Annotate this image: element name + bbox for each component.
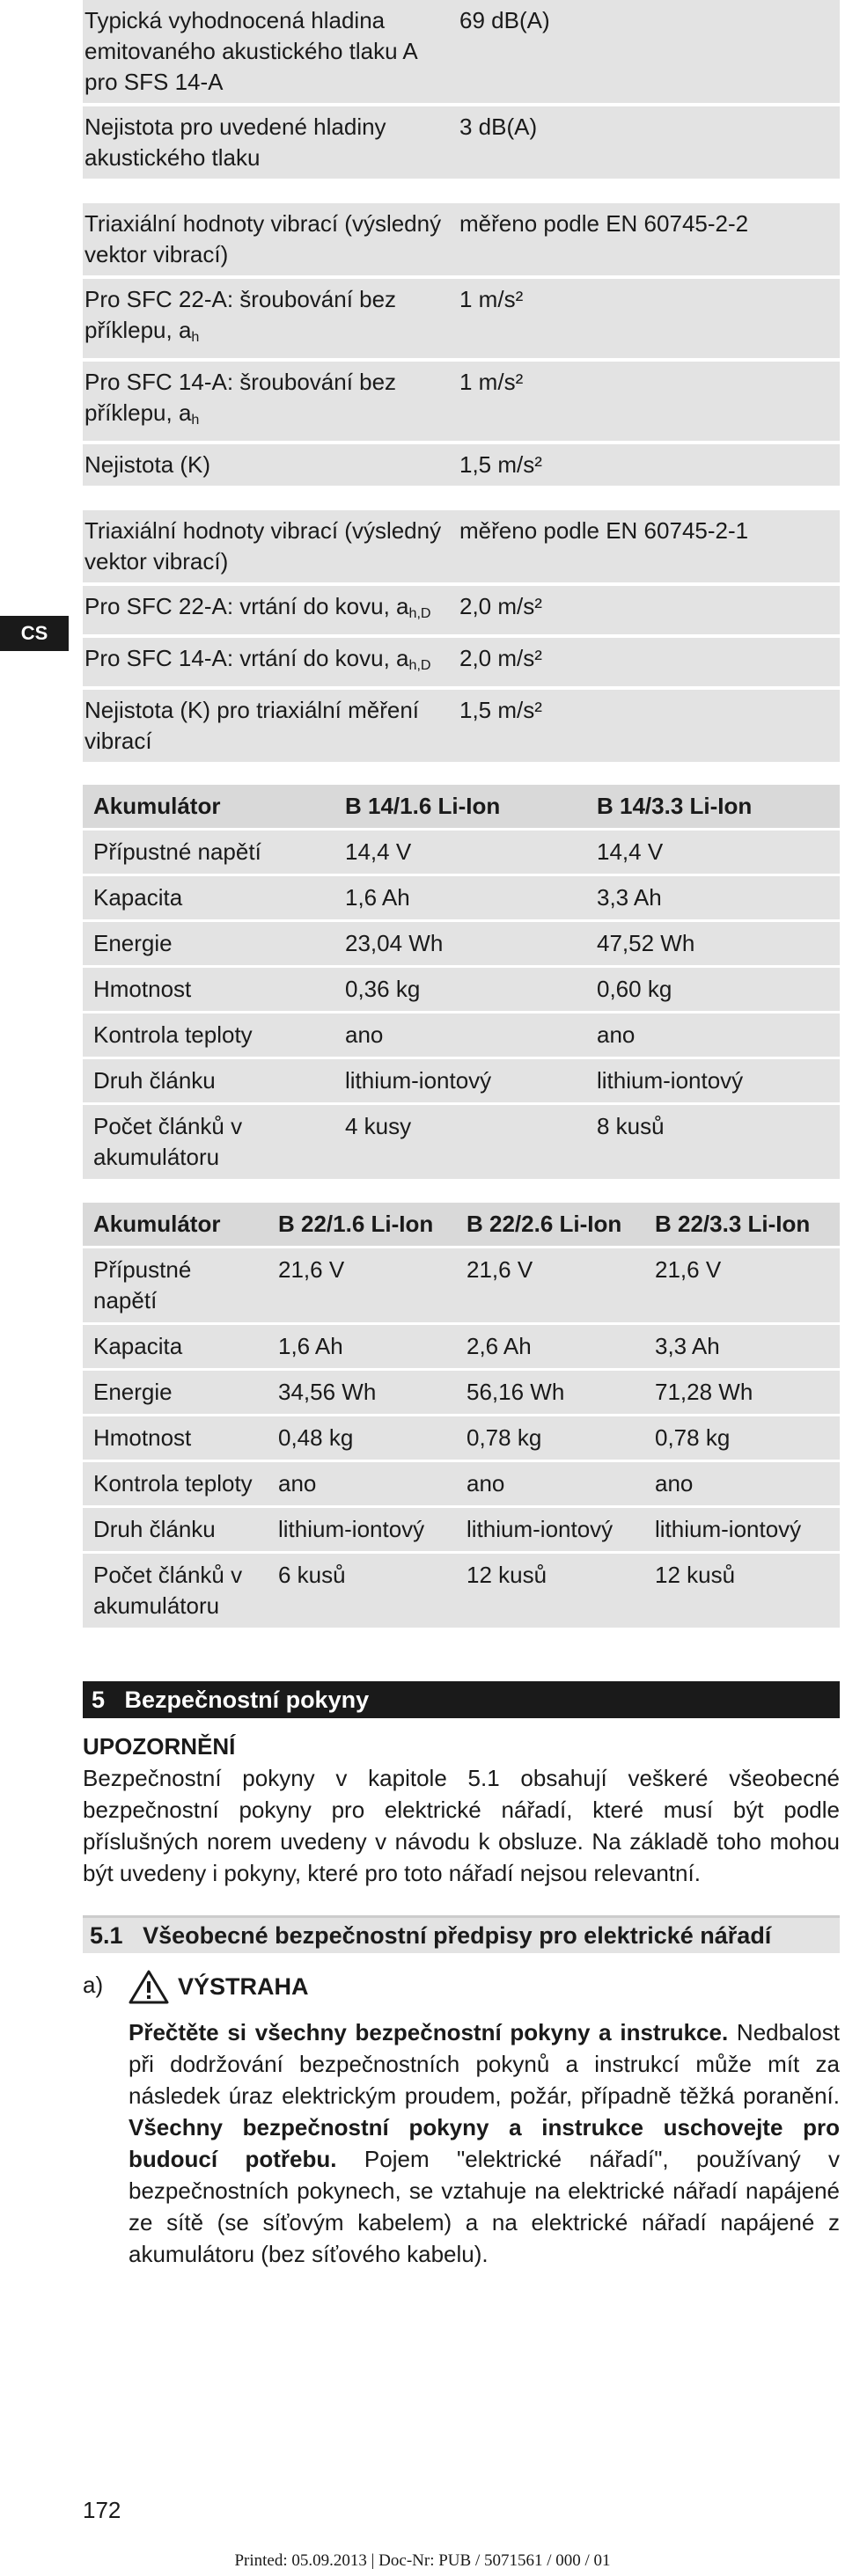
table-cell: 6 kusů (268, 1553, 456, 1629)
table-row (83, 1058, 840, 1104)
table-cell: 1,6 Ah (268, 1324, 456, 1370)
table-cell: 3,3 Ah (644, 1324, 840, 1370)
spec-row (83, 0, 840, 105)
row-label: Hmotnost (83, 967, 334, 1013)
row-label: Počet článků v akumulátoru (83, 1553, 268, 1629)
row-label: Energie (83, 1370, 268, 1416)
table-cell: ano (268, 1461, 456, 1507)
notice-block (83, 1731, 840, 1889)
section-number: 5 (92, 1687, 106, 1714)
spec-label: Pro SFC 22-A: šroubování bez příklepu, $a_h$ (83, 277, 451, 360)
warning-bold-1: Přečtěte si všechny bezpečnostní pokyny a instrukce. (129, 2019, 729, 2046)
table-cell: lithium-iontový (644, 1507, 840, 1553)
row-label: Počet článků v akumulátoru (83, 1104, 334, 1181)
table-cell: 0,78 kg (456, 1416, 644, 1461)
row-label: Energie (83, 921, 334, 967)
table-row (83, 1104, 840, 1181)
spec-table (83, 0, 840, 182)
row-label: Hmotnost (83, 1416, 268, 1461)
language-tab: CS (0, 616, 69, 651)
table-row (83, 1507, 840, 1553)
warning-body (129, 1969, 840, 2270)
table-cell: 21,6 V (456, 1248, 644, 1324)
subsection-title: Všeobecné bezpečnostní předpisy pro elektrické nářadí (143, 1922, 772, 1950)
spec-value: 2,0 m/s² (451, 636, 840, 688)
spec-value: 69 dB(A) (451, 0, 840, 105)
spec-label: Nejistota (K) (83, 443, 451, 487)
warning-title: VÝSTRAHA (178, 1972, 309, 2000)
spec-label: Triaxiální hodnoty vibrací (výsledný vektor vibrací) (83, 510, 451, 584)
table-cell: 34,56 Wh (268, 1370, 456, 1416)
battery-table-1-wrap (83, 785, 840, 1182)
spec-row (83, 584, 840, 636)
table-cell: 14,4 V (586, 830, 840, 875)
spec-label: Typická vyhodnocená hladina emitovaného akustického tlaku A pro SFS 14-A (83, 0, 451, 105)
spec-value: 2,0 m/s² (451, 584, 840, 636)
warning-text (129, 2016, 840, 2270)
warning-item (83, 1969, 840, 2270)
table-cell: ano (334, 1013, 586, 1058)
table-cell: 12 kusů (644, 1553, 840, 1629)
table-cell: 71,28 Wh (644, 1370, 840, 1416)
table-cell: 21,6 V (644, 1248, 840, 1324)
spec-label: Triaxiální hodnoty vibrací (výsledný vektor vibrací) (83, 203, 451, 277)
table-row (83, 967, 840, 1013)
spec-tables (83, 0, 840, 765)
table-row (83, 1416, 840, 1461)
table-row (83, 1553, 840, 1629)
table-cell: 2,6 Ah (456, 1324, 644, 1370)
table-cell: 23,04 Wh (334, 921, 586, 967)
table-cell: lithium-iontový (268, 1507, 456, 1553)
subsection-number: 5.1 (90, 1922, 123, 1950)
spec-row (83, 105, 840, 180)
notice-text: Bezpečnostní pokyny v kapitole 5.1 obsahují veškeré všeobecné bezpečnostní pokyny pro elektrické nářadí, které musí být podle příslušných norem uvedeny v návodu k obsluze. Na základě toho mohou být uvedeny i pokyny, které pro toto nářadí nejsou relevantní. (83, 1765, 840, 1887)
column-header: Akumulátor (83, 1203, 268, 1248)
spec-label: Pro SFC 14-A: vrtání do kovu, $a_{h,D}$ (83, 636, 451, 688)
column-header: B 22/3.3 Li-Ion (644, 1203, 840, 1248)
table-cell: 3,3 Ah (586, 875, 840, 921)
warning-text-1: Nedbalost při dodržování bezpečnostních pokynů a instrukcí může mít za následek úraz elektrickým proudem, požár, případně těžká poranění. (129, 2019, 840, 2110)
row-label: Kontrola teploty (83, 1013, 334, 1058)
table-cell: 1,6 Ah (334, 875, 586, 921)
spec-row (83, 360, 840, 443)
column-header: Akumulátor (83, 785, 334, 830)
spec-label: Nejistota pro uvedené hladiny akustického tlaku (83, 105, 451, 180)
printed-footer: Printed: 05.09.2013 | Doc-Nr: PUB / 5071561 / 000 / 01 (234, 2551, 611, 2570)
spec-value: 1,5 m/s² (451, 443, 840, 487)
table-cell: ano (586, 1013, 840, 1058)
table-cell: 12 kusů (456, 1553, 644, 1629)
row-label: Kapacita (83, 1324, 268, 1370)
table-header-row (83, 1203, 840, 1248)
table-row (83, 1248, 840, 1324)
battery-table-2 (83, 1203, 840, 1630)
row-label: Přípustné napětí (83, 830, 334, 875)
warning-triangle-icon (129, 1969, 169, 2004)
spec-value: 1,5 m/s² (451, 688, 840, 764)
spec-value: 1 m/s² (451, 360, 840, 443)
spec-row (83, 636, 840, 688)
spec-row (83, 688, 840, 764)
row-label: Kapacita (83, 875, 334, 921)
table-row (83, 1370, 840, 1416)
page-number: 172 (83, 2497, 121, 2523)
table-cell: lithium-iontový (334, 1058, 586, 1104)
spec-label: Pro SFC 22-A: vrtání do kovu, $a_{h,D}$ (83, 584, 451, 636)
warning-bold-2: Všechny bezpečnostní pokyny a instrukce uschovejte pro budoucí potřebu. (129, 2114, 840, 2173)
spec-table (83, 510, 840, 765)
table-cell: 8 kusů (586, 1104, 840, 1181)
table-row (83, 830, 840, 875)
table-row (83, 1013, 840, 1058)
spec-table (83, 203, 840, 489)
column-header: B 14/1.6 Li-Ion (334, 785, 586, 830)
spec-label: Nejistota (K) pro triaxiální měření vibrací (83, 688, 451, 764)
spec-row (83, 277, 840, 360)
table-cell: 0,48 kg (268, 1416, 456, 1461)
spec-value: 3 dB(A) (451, 105, 840, 180)
table-cell: 47,52 Wh (586, 921, 840, 967)
table-cell: 56,16 Wh (456, 1370, 644, 1416)
spec-value: měřeno podle EN 60745-2-1 (451, 510, 840, 584)
column-header: B 14/3.3 Li-Ion (586, 785, 840, 830)
table-cell: 0,36 kg (334, 967, 586, 1013)
subsection-heading (83, 1915, 840, 1953)
table-cell: lithium-iontový (456, 1507, 644, 1553)
item-letter: a) (83, 1972, 104, 1999)
table-row (83, 921, 840, 967)
battery-table-1 (83, 785, 840, 1182)
table-cell: 4 kusy (334, 1104, 586, 1181)
row-label: Druh článku (83, 1507, 268, 1553)
table-row (83, 875, 840, 921)
table-cell: ano (644, 1461, 840, 1507)
table-cell: 0,60 kg (586, 967, 840, 1013)
warning-heading (129, 1969, 840, 2004)
table-row (83, 1461, 840, 1507)
spec-value: měřeno podle EN 60745-2-2 (451, 203, 840, 277)
table-cell: ano (456, 1461, 644, 1507)
battery-table-2-wrap (83, 1203, 840, 1630)
column-header: B 22/1.6 Li-Ion (268, 1203, 456, 1248)
warning-text-2: Pojem "elektrické nářadí", používaný v bezpečnostních pokynech, se vztahuje na elektrické nářadí napájené ze sítě (se síťovým kabelem) a na elektrické nářadí napájené z akumulátoru (bez síťového kabelu). (129, 2146, 840, 2268)
table-cell: 21,6 V (268, 1248, 456, 1324)
row-label: Druh článku (83, 1058, 334, 1104)
spec-row (83, 510, 840, 584)
spec-value: 1 m/s² (451, 277, 840, 360)
table-header-row (83, 785, 840, 830)
table-cell: 14,4 V (334, 830, 586, 875)
section-heading (83, 1681, 840, 1718)
row-label: Kontrola teploty (83, 1461, 268, 1507)
table-row (83, 1324, 840, 1370)
spec-row (83, 443, 840, 487)
row-label: Přípustné napětí (83, 1248, 268, 1324)
table-cell: lithium-iontový (586, 1058, 840, 1104)
table-cell: 0,78 kg (644, 1416, 840, 1461)
section-title: Bezpečnostní pokyny (124, 1687, 370, 1714)
spec-label: Pro SFC 14-A: šroubování bez příklepu, $a_h$ (83, 360, 451, 443)
page-content (83, 0, 840, 2270)
notice-title: UPOZORNĚNÍ (83, 1733, 236, 1760)
column-header: B 22/2.6 Li-Ion (456, 1203, 644, 1248)
spec-row (83, 203, 840, 277)
